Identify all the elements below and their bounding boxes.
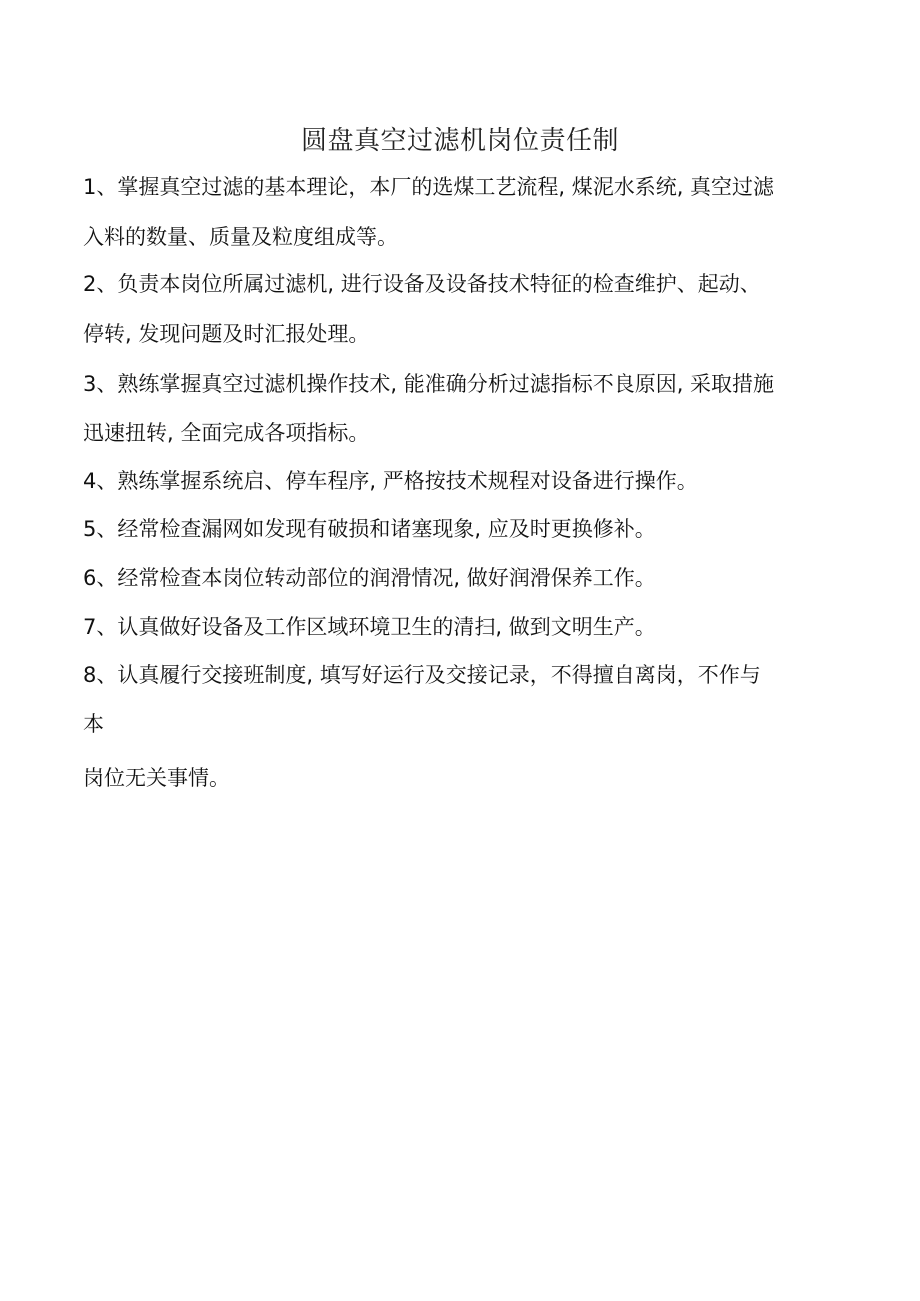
text-line-9: 6、经常检查本岗位转动部位的润滑情况, 做好润滑保养工作。 [83,566,656,590]
text-line-2: 入料的数量、质量及粒度组成等。 [83,225,398,249]
text-line-7: 4、熟练掌握系统启、停车程序, 严格按技术规程对设备进行操作。 [83,469,698,493]
text-line-12: 本 [83,712,104,736]
document-title: 圆盘真空过滤机岗位责任制 [300,126,619,156]
text-line-13: 岗位无关事情。 [83,766,230,790]
text-line-1: 1、掌握真空过滤的基本理论，本厂的选煤工艺流程, 煤泥水系统, 真空过滤 [83,175,775,199]
text-line-10: 7、认真做好设备及工作区域环境卫生的清扫, 做到文明生产。 [83,615,656,639]
text-line-6: 迅速扭转, 全面完成各项指标。 [83,421,370,445]
text-line-5: 3、熟练掌握真空过滤机操作技术, 能准确分析过滤指标不良原因, 采取措施 [83,372,775,396]
text-line-4: 停转, 发现问题及时汇报处理。 [83,322,370,346]
text-line-8: 5、经常检查漏网如发现有破损和诸塞现象, 应及时更换修补。 [83,517,656,541]
text-line-3: 2、负责本岗位所属过滤机, 进行设备及设备技术特征的检查维护、起动、 [83,272,761,296]
text-line-11: 8、认真履行交接班制度, 填写好运行及交接记录，不得擅自离岗，不作与 [83,663,761,687]
